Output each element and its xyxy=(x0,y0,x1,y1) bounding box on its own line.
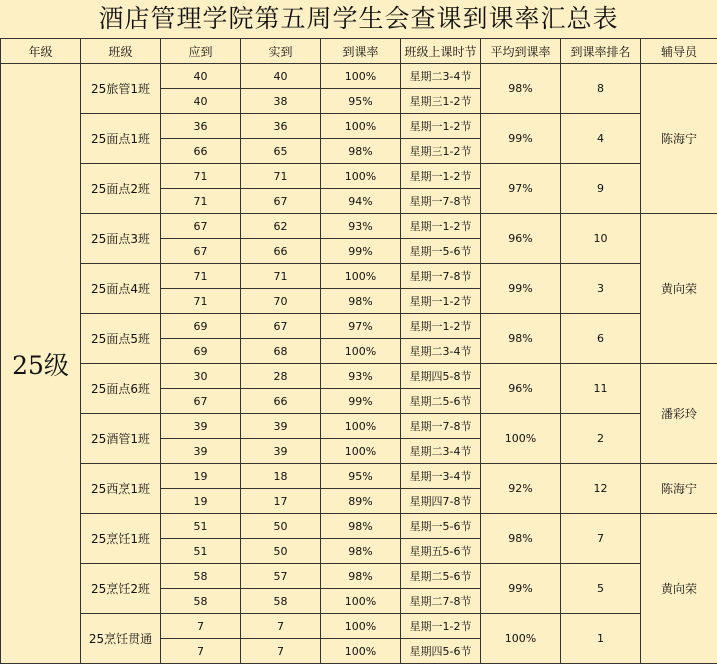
rate-cell: 94% xyxy=(321,189,401,214)
rate-cell: 100% xyxy=(321,589,401,614)
avg-rate-cell: 99% xyxy=(481,264,561,314)
expected-cell: 67 xyxy=(161,239,241,264)
time-cell: 星期二5-6节 xyxy=(401,564,481,589)
class-name-cell: 25面点5班 xyxy=(81,314,161,364)
table-row xyxy=(1,464,717,489)
table-row xyxy=(1,514,717,539)
actual-cell: 65 xyxy=(241,139,321,164)
time-cell: 星期三1-2节 xyxy=(401,139,481,164)
actual-cell: 40 xyxy=(241,64,321,89)
actual-cell: 38 xyxy=(241,89,321,114)
actual-cell: 71 xyxy=(241,264,321,289)
avg-rate-cell: 96% xyxy=(481,214,561,264)
rate-cell: 98% xyxy=(321,564,401,589)
class-name-cell: 25酒管1班 xyxy=(81,414,161,464)
header-avg: 平均到课率 xyxy=(481,39,561,64)
class-name-cell: 25西烹1班 xyxy=(81,464,161,514)
rank-cell: 3 xyxy=(561,264,641,314)
rate-cell: 93% xyxy=(321,214,401,239)
avg-rate-cell: 92% xyxy=(481,464,561,514)
class-name-cell: 25面点4班 xyxy=(81,264,161,314)
avg-rate-cell: 100% xyxy=(481,414,561,464)
time-cell: 星期二5-6节 xyxy=(401,389,481,414)
actual-cell: 17 xyxy=(241,489,321,514)
rate-cell: 100% xyxy=(321,639,401,664)
expected-cell: 69 xyxy=(161,339,241,364)
rank-cell: 8 xyxy=(561,64,641,114)
time-cell: 星期四7-8节 xyxy=(401,489,481,514)
expected-cell: 71 xyxy=(161,264,241,289)
avg-rate-cell: 96% xyxy=(481,364,561,414)
header-time: 班级上课时节 xyxy=(401,39,481,64)
expected-cell: 69 xyxy=(161,314,241,339)
expected-cell: 71 xyxy=(161,189,241,214)
table-row xyxy=(1,414,717,439)
actual-cell: 71 xyxy=(241,164,321,189)
rate-cell: 100% xyxy=(321,64,401,89)
table-row xyxy=(1,114,717,139)
class-name-cell: 25旅管1班 xyxy=(81,64,161,114)
avg-rate-cell: 99% xyxy=(481,564,561,614)
rank-cell: 12 xyxy=(561,464,641,514)
avg-rate-cell: 97% xyxy=(481,164,561,214)
table-row xyxy=(1,364,717,389)
rank-cell: 7 xyxy=(561,514,641,564)
time-cell: 星期一7-8节 xyxy=(401,414,481,439)
actual-cell: 39 xyxy=(241,414,321,439)
rate-cell: 98% xyxy=(321,139,401,164)
actual-cell: 50 xyxy=(241,539,321,564)
counselor-cell: 潘彩玲 xyxy=(641,364,717,464)
rate-cell: 89% xyxy=(321,489,401,514)
header-grade: 年级 xyxy=(1,39,81,64)
avg-rate-cell: 98% xyxy=(481,514,561,564)
avg-rate-cell: 99% xyxy=(481,114,561,164)
rate-cell: 95% xyxy=(321,89,401,114)
time-cell: 星期四5-6节 xyxy=(401,639,481,664)
time-cell: 星期一1-2节 xyxy=(401,164,481,189)
rank-cell: 2 xyxy=(561,414,641,464)
actual-cell: 67 xyxy=(241,189,321,214)
class-name-cell: 25面点1班 xyxy=(81,114,161,164)
table-row xyxy=(1,564,717,589)
time-cell: 星期二3-4节 xyxy=(401,64,481,89)
counselor-cell: 黄向荣 xyxy=(641,214,717,364)
rate-cell: 100% xyxy=(321,264,401,289)
rate-cell: 99% xyxy=(321,239,401,264)
rank-cell: 1 xyxy=(561,614,641,664)
time-cell: 星期一1-2节 xyxy=(401,114,481,139)
actual-cell: 68 xyxy=(241,339,321,364)
expected-cell: 7 xyxy=(161,614,241,639)
time-cell: 星期一5-6节 xyxy=(401,514,481,539)
rate-cell: 100% xyxy=(321,614,401,639)
expected-cell: 19 xyxy=(161,464,241,489)
time-cell: 星期二7-8节 xyxy=(401,589,481,614)
rate-cell: 98% xyxy=(321,289,401,314)
expected-cell: 51 xyxy=(161,539,241,564)
rate-cell: 100% xyxy=(321,164,401,189)
rate-cell: 98% xyxy=(321,539,401,564)
expected-cell: 30 xyxy=(161,364,241,389)
rate-cell: 99% xyxy=(321,389,401,414)
actual-cell: 66 xyxy=(241,239,321,264)
time-cell: 星期一1-2节 xyxy=(401,314,481,339)
time-cell: 星期一1-2节 xyxy=(401,289,481,314)
expected-cell: 67 xyxy=(161,389,241,414)
expected-cell: 71 xyxy=(161,164,241,189)
counselor-cell: 陈海宁 xyxy=(641,64,717,214)
header-counselor: 辅导员 xyxy=(641,39,717,64)
class-name-cell: 25烹饪贯通 xyxy=(81,614,161,664)
expected-cell: 40 xyxy=(161,64,241,89)
time-cell: 星期二3-4节 xyxy=(401,339,481,364)
expected-cell: 58 xyxy=(161,589,241,614)
header-actual: 实到 xyxy=(241,39,321,64)
table-row xyxy=(1,614,717,639)
grade-cell: 25级 xyxy=(1,64,81,664)
header-row xyxy=(1,39,717,64)
counselor-cell: 黄向荣 xyxy=(641,514,717,664)
expected-cell: 39 xyxy=(161,414,241,439)
expected-cell: 7 xyxy=(161,639,241,664)
class-name-cell: 25面点3班 xyxy=(81,214,161,264)
actual-cell: 36 xyxy=(241,114,321,139)
rate-cell: 100% xyxy=(321,339,401,364)
avg-rate-cell: 98% xyxy=(481,64,561,114)
time-cell: 星期一5-6节 xyxy=(401,239,481,264)
rate-cell: 98% xyxy=(321,514,401,539)
header-rate: 到课率 xyxy=(321,39,401,64)
actual-cell: 70 xyxy=(241,289,321,314)
expected-cell: 67 xyxy=(161,214,241,239)
sheet-title: 酒店管理学院第五周学生会查课到课率汇总表 xyxy=(0,0,717,38)
actual-cell: 50 xyxy=(241,514,321,539)
table-row xyxy=(1,164,717,189)
expected-cell: 39 xyxy=(161,439,241,464)
actual-cell: 66 xyxy=(241,389,321,414)
counselor-cell: 陈海宁 xyxy=(641,464,717,514)
time-cell: 星期三1-2节 xyxy=(401,89,481,114)
actual-cell: 62 xyxy=(241,214,321,239)
time-cell: 星期二3-4节 xyxy=(401,439,481,464)
actual-cell: 28 xyxy=(241,364,321,389)
time-cell: 星期一7-8节 xyxy=(401,264,481,289)
rate-cell: 95% xyxy=(321,464,401,489)
actual-cell: 57 xyxy=(241,564,321,589)
rank-cell: 9 xyxy=(561,164,641,214)
rate-cell: 100% xyxy=(321,439,401,464)
attendance-table xyxy=(0,38,717,664)
expected-cell: 51 xyxy=(161,514,241,539)
time-cell: 星期四5-8节 xyxy=(401,364,481,389)
time-cell: 星期一3-4节 xyxy=(401,464,481,489)
table-row xyxy=(1,64,717,89)
rank-cell: 4 xyxy=(561,114,641,164)
table-row xyxy=(1,264,717,289)
expected-cell: 36 xyxy=(161,114,241,139)
actual-cell: 7 xyxy=(241,639,321,664)
header-class: 班级 xyxy=(81,39,161,64)
time-cell: 星期一1-2节 xyxy=(401,614,481,639)
table-row xyxy=(1,314,717,339)
time-cell: 星期一7-8节 xyxy=(401,189,481,214)
time-cell: 星期一1-2节 xyxy=(401,214,481,239)
rank-cell: 6 xyxy=(561,314,641,364)
rate-cell: 100% xyxy=(321,114,401,139)
rate-cell: 93% xyxy=(321,364,401,389)
class-name-cell: 25面点6班 xyxy=(81,364,161,414)
expected-cell: 58 xyxy=(161,564,241,589)
time-cell: 星期五5-6节 xyxy=(401,539,481,564)
avg-rate-cell: 98% xyxy=(481,314,561,364)
expected-cell: 40 xyxy=(161,89,241,114)
rate-cell: 100% xyxy=(321,414,401,439)
expected-cell: 66 xyxy=(161,139,241,164)
rank-cell: 11 xyxy=(561,364,641,414)
actual-cell: 18 xyxy=(241,464,321,489)
expected-cell: 71 xyxy=(161,289,241,314)
rate-cell: 97% xyxy=(321,314,401,339)
actual-cell: 7 xyxy=(241,614,321,639)
header-rank: 到课率排名 xyxy=(561,39,641,64)
class-name-cell: 25烹饪2班 xyxy=(81,564,161,614)
rank-cell: 5 xyxy=(561,564,641,614)
actual-cell: 58 xyxy=(241,589,321,614)
header-expected: 应到 xyxy=(161,39,241,64)
actual-cell: 39 xyxy=(241,439,321,464)
class-name-cell: 25烹饪1班 xyxy=(81,514,161,564)
avg-rate-cell: 100% xyxy=(481,614,561,664)
expected-cell: 19 xyxy=(161,489,241,514)
rank-cell: 10 xyxy=(561,214,641,264)
actual-cell: 67 xyxy=(241,314,321,339)
class-name-cell: 25面点2班 xyxy=(81,164,161,214)
table-row xyxy=(1,214,717,239)
